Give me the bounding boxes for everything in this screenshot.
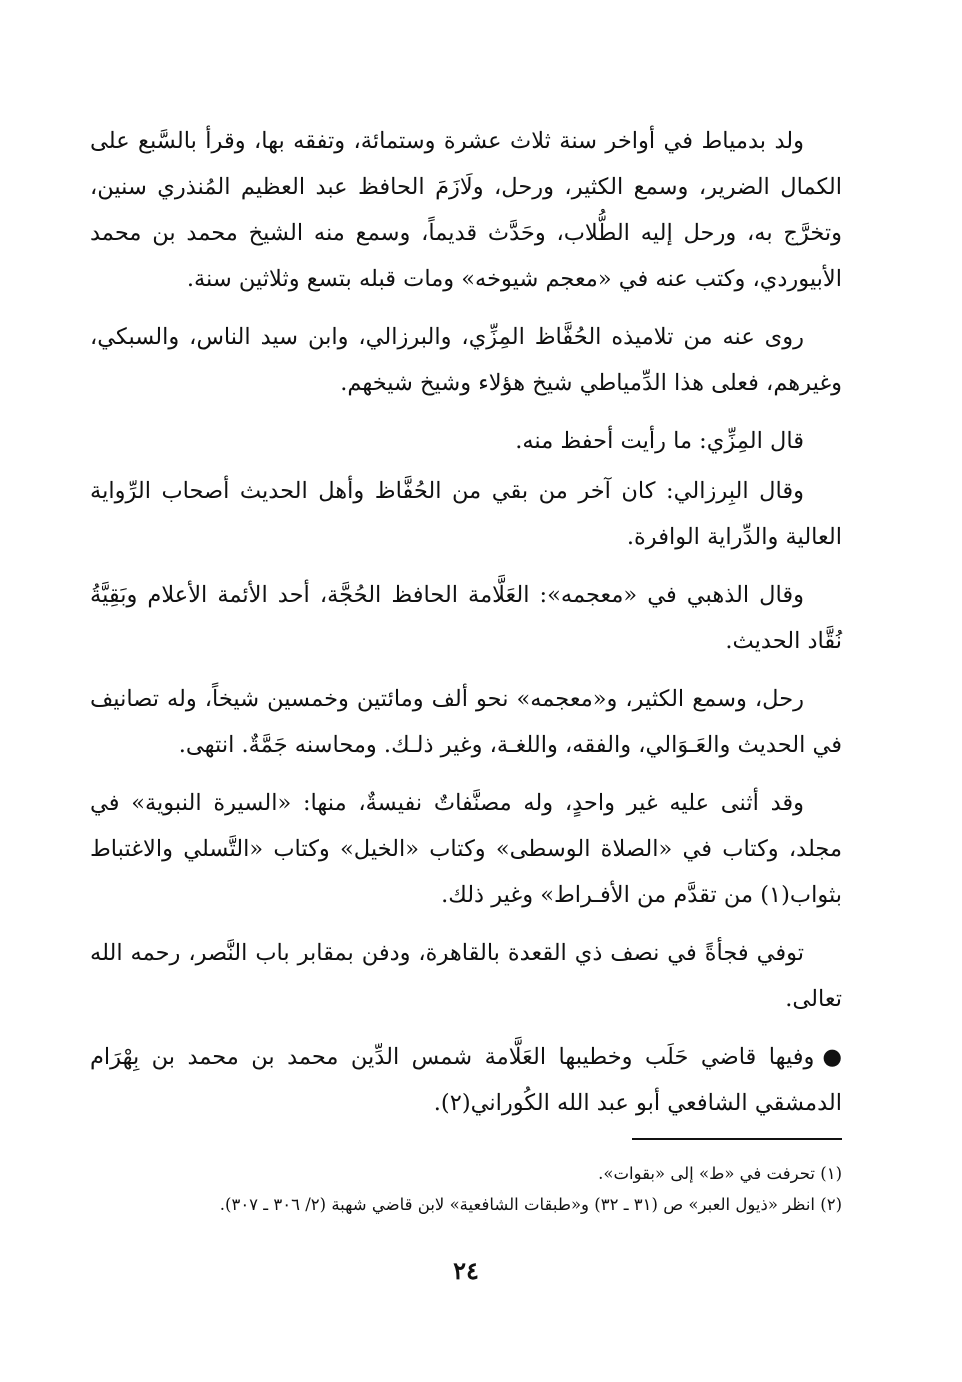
paragraph-birzali-quote: وقال البِرزالي: كان آخر من بقي من الحُفَّاظ وأهل الحديث أصحاب الرِّواية العالية والدِّراية الوافرة. — [90, 478, 842, 550]
paragraph-students: روى عنه من تلاميذه الحُفَّاظ المِزِّي، والبرزالي، وابن سيد الناس، والسبكي، وغيرهم، فعلى هذا الدِّمياطي شيخ هؤلاء وشيخ شيخهم. — [90, 324, 842, 396]
paragraph-travels: رحل، وسمع الكثير، و«معجمه» نحو ألف ومائتين وخمسين شيخاً، وله تصانيف في الحديث والعَـوَالي، والفقه، واللغـة، وغير ذلـك. ومحاسنه جَمَّةٌ. انتهى. — [90, 686, 842, 758]
paragraph-birth: ولد بدمياط في أواخر سنة ثلاث عشرة وستمائة، وتفقه بها، وقرأ بالسَّبع على الكمال الضرير، وسمع الكثير، ورحل، ولَازَمَ الحافظ عبد العظيم المُنذري سنين، وتخرَّج به، ورحل إليه الطُّلاب، وحَدَّث قديماً، وسمع منه الشيخ محمد بن محمد الأبيوردي، وكتب عنه في «معجم شيوخه» ومات قبله بتسع وثلاثين سنة. — [90, 128, 842, 292]
paragraph-works: وقد أثنى عليه غير واحدٍ، وله مصنَّفاتٌ نفيسةٌ، منها: «السيرة النبوية» في مجلد، وكتاب في «الصلاة الوسطى» وكتاب «الخيل» وكتاب «التَّسلي والاغتباط بثواب(١) من تقدَّم من الأفـراط» وغير ذلك. — [90, 790, 842, 908]
footnote-1: (١) تحرفت في «ط» إلى «بقوات». — [598, 1164, 842, 1183]
paragraph-kurani-text: وفيها قاضي حَلَب وخطيبها العَلَّامة شمس الدِّين محمد بن محمد بن بِهْرَام الدمشقي الشافعي أبو عبد الله الكُوراني(٢). — [90, 1044, 842, 1116]
footnotes — [90, 1158, 842, 1220]
footnote-2: (٢) انظر «ذيول العبر» ص (٣١ ـ ٣٢) و«طبقات الشافعية» لابن قاضي شهبة (٢/ ٣٠٦ ـ ٣٠٧). — [219, 1195, 842, 1214]
bullet-icon: ● — [822, 1044, 842, 1070]
paragraph-death: توفي فجأةً في نصف ذي القعدة بالقاهرة، ودفن بمقابر باب النَّصر، رحمه الله تعالى. — [90, 940, 842, 1012]
paragraph-kurani — [90, 1034, 842, 1126]
paragraph-mizzi-quote: قال المِزِّي: ما رأيت أحفظ منه. — [515, 428, 804, 454]
footnote-divider — [632, 1138, 842, 1140]
page-number: ٢٤ — [453, 1256, 479, 1285]
page-body — [90, 118, 842, 1285]
paragraph-dhahabi-quote: وقال الذهبي في «معجمه»: العَلَّامة الحافظ الحُجَّة، أحد الأئمة الأعلام وبَقِيَّةُ نُقَّاد الحديث. — [90, 582, 842, 654]
